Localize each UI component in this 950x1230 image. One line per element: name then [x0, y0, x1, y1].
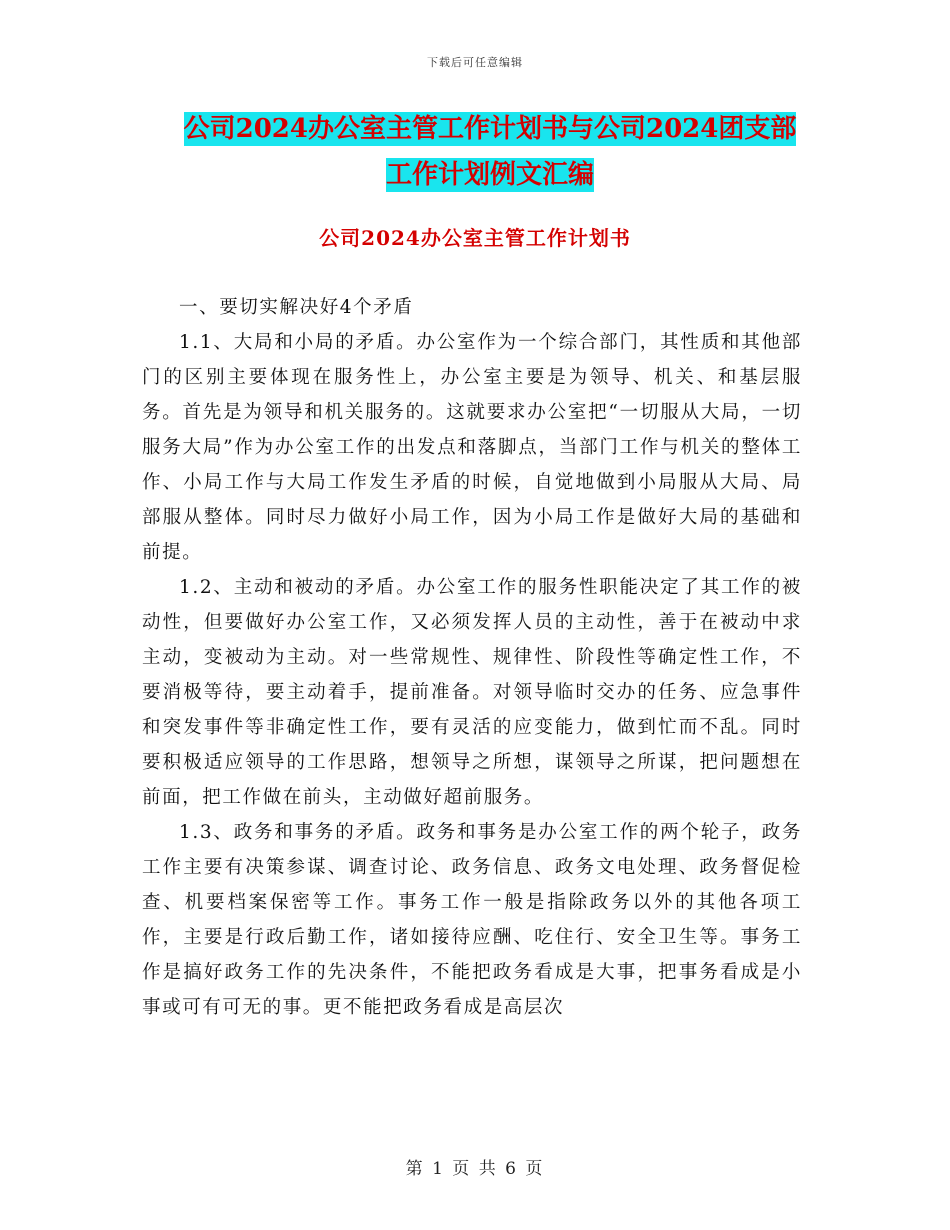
document-title-line-1: 公司2024办公室主管工作计划书与公司2024团支部	[183, 114, 797, 144]
paragraph: 1.1、大局和小局的矛盾。办公室作为一个综合部门，其性质和其他部门的区别主要体现在服务性上，办公室主要是为领导、机关、和基层服务。首先是为领导和机关服务的。这就要求办公室把“一切服从大局，一切服务大局”作为办公室工作的出发点和落脚点，当部门工作与机关的整体工作、小局工作与大局工作发生矛盾的时候，自觉地做到小局服从大局、局部服从整体。同时尽力做好小局工作，因为小局工作是做好大局的基础和前提。	[142, 332, 802, 563]
page-footer: 第 1 页 共 6 页	[405, 1159, 545, 1179]
section-title: 公司2024办公室主管工作计划书	[319, 226, 631, 250]
paragraph: 1.3、政务和事务的矛盾。政务和事务是办公室工作的两个轮子，政务工作主要有决策参谋、调查讨论、政务信息、政务文电处理、政务督促检查、机要档案保密等工作。事务工作一般是指除政务以外的其他各项工作，主要是行政后勤工作，诸如接待应酬、吃住行、安全卫生等。事务工作是搞好政务工作的先决条件，不能把政务看成是大事，把事务看成是小事或可有可无的事。更不能把政务看成是高层次	[142, 822, 802, 1018]
header-note: 下载后可任意编辑	[427, 56, 523, 69]
body-text	[142, 290, 802, 1025]
paragraph: 1.2、主动和被动的矛盾。办公室工作的服务性职能决定了其工作的被动性，但要做好办公室工作，又必须发挥人员的主动性，善于在被动中求主动，变被动为主动。对一些常规性、规律性、阶段性等确定性工作，不要消极等待，要主动着手，提前准备。对领导临时交办的任务、应急事件和突发事件等非确定性工作，要有灵活的应变能力，做到忙而不乱。同时要积极适应领导的工作思路，想领导之所想，谋领导之所谋，把问题想在前面，把工作做在前头，主动做好超前服务。	[142, 577, 802, 808]
document-title	[140, 106, 840, 198]
document-title-line-2: 工作计划例文汇编	[385, 160, 594, 190]
paragraph-heading: 一、要切实解决好4个矛盾	[179, 297, 414, 318]
